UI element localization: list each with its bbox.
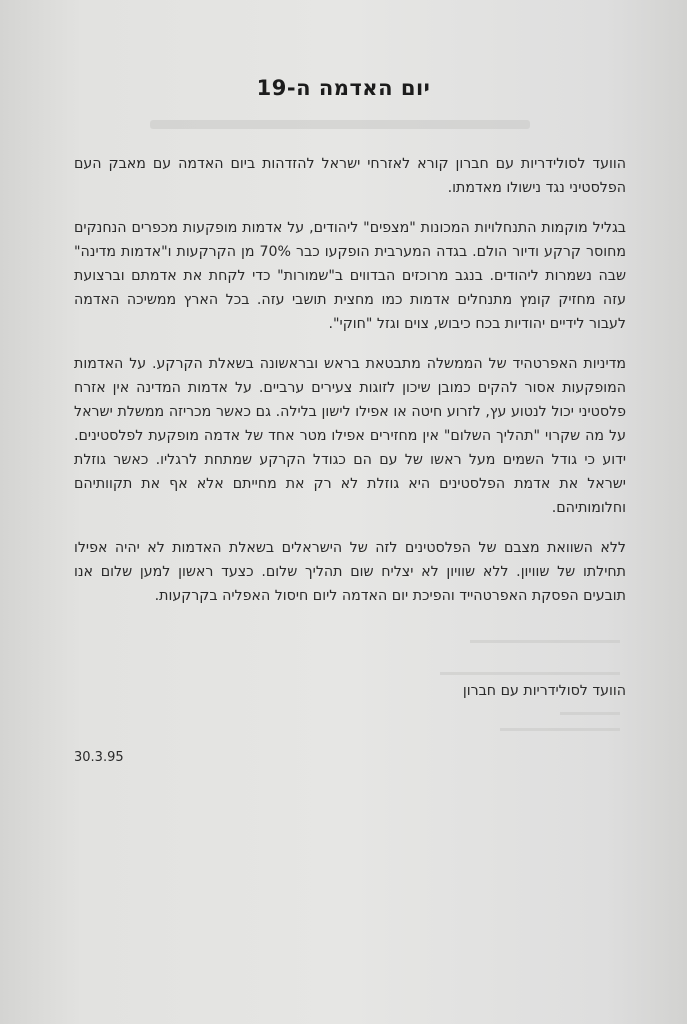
document-title: יום האדמה ה-19 [256,76,431,101]
signature: הוועד לסולידריות עם חברון [462,683,626,699]
paragraph-apartheid: מדיניות האפרטהיד של הממשלה מתבטאת בראש ובראשונה בשאלת הקרקע. על האדמות המופקעות אסור להקים כמובן שיכון לזוגות צעירים ערביים. על אדמות המדינה אין אזרח פלסטיני יכול לנטוע עץ, לזרוע חיטה או אפילו לישון בלילה. גם כאשר מכריזה ממשלת ישראל על מה שקרוי "תהליך השלום" אין מחזירים אפילו מטר אחד של אדמה מופקעת לפלסטינים. ידוע כי גודל השמים מעל ראשו של עם הם כגודל הקרקע שמתחת לרגליו. כאשר גוזלת ישראל את אדמת הפלסטינים היא גוזלת לא רק את מחייתם אלא אף את תקוותיהם וחלומותיהם. [74,356,626,516]
paragraph-intro: הוועד לסולידריות עם חברון קורא לאזרחי ישראל להזדהות ביום האדמה עם מאבק העם הפלסטיני נגד נישולו מאדמתו. [74,156,626,196]
paragraph-settlements: בגליל מוקמות התנחלויות המכונות "מצפים" ליהודים, על אדמות מופקעות מכפרים הנחנקים מחוסר קרקע ודיור הולם. בגדה המערבית הופקעו כבר 70% מן הקרקעות ו"אדמות מדינה" שבה נשמרות ליהודים. בנגב מרוכזים הבדווים ב"שמורות" כדי לקחת את אדמתם וברצועת עזה מחזיק קומץ מתנחלים אדמות כמו מחצית תושבי עזה. בכל הארץ ממשיכה האדמה לעבור לידיים יהודיות בכח כיבוש, צוים וגזל "חוקי". [74,220,626,332]
paragraph-demand: ללא השוואת מצבם של הפלסטינים לזה של הישראלים בשאלת האדמות לא יהיה אפילו תחילתו של שוויון. ללא שוויון לא יצליח שום תהליך שלום. כצעד ראשון למען שלום אנו תובעים הפסקת האפרטהייד והפיכת יום האדמה ליום חיסול האפליה בקרקעות. [74,540,626,604]
document-body [74,152,626,624]
document-date: 30.3.95 [74,750,124,765]
